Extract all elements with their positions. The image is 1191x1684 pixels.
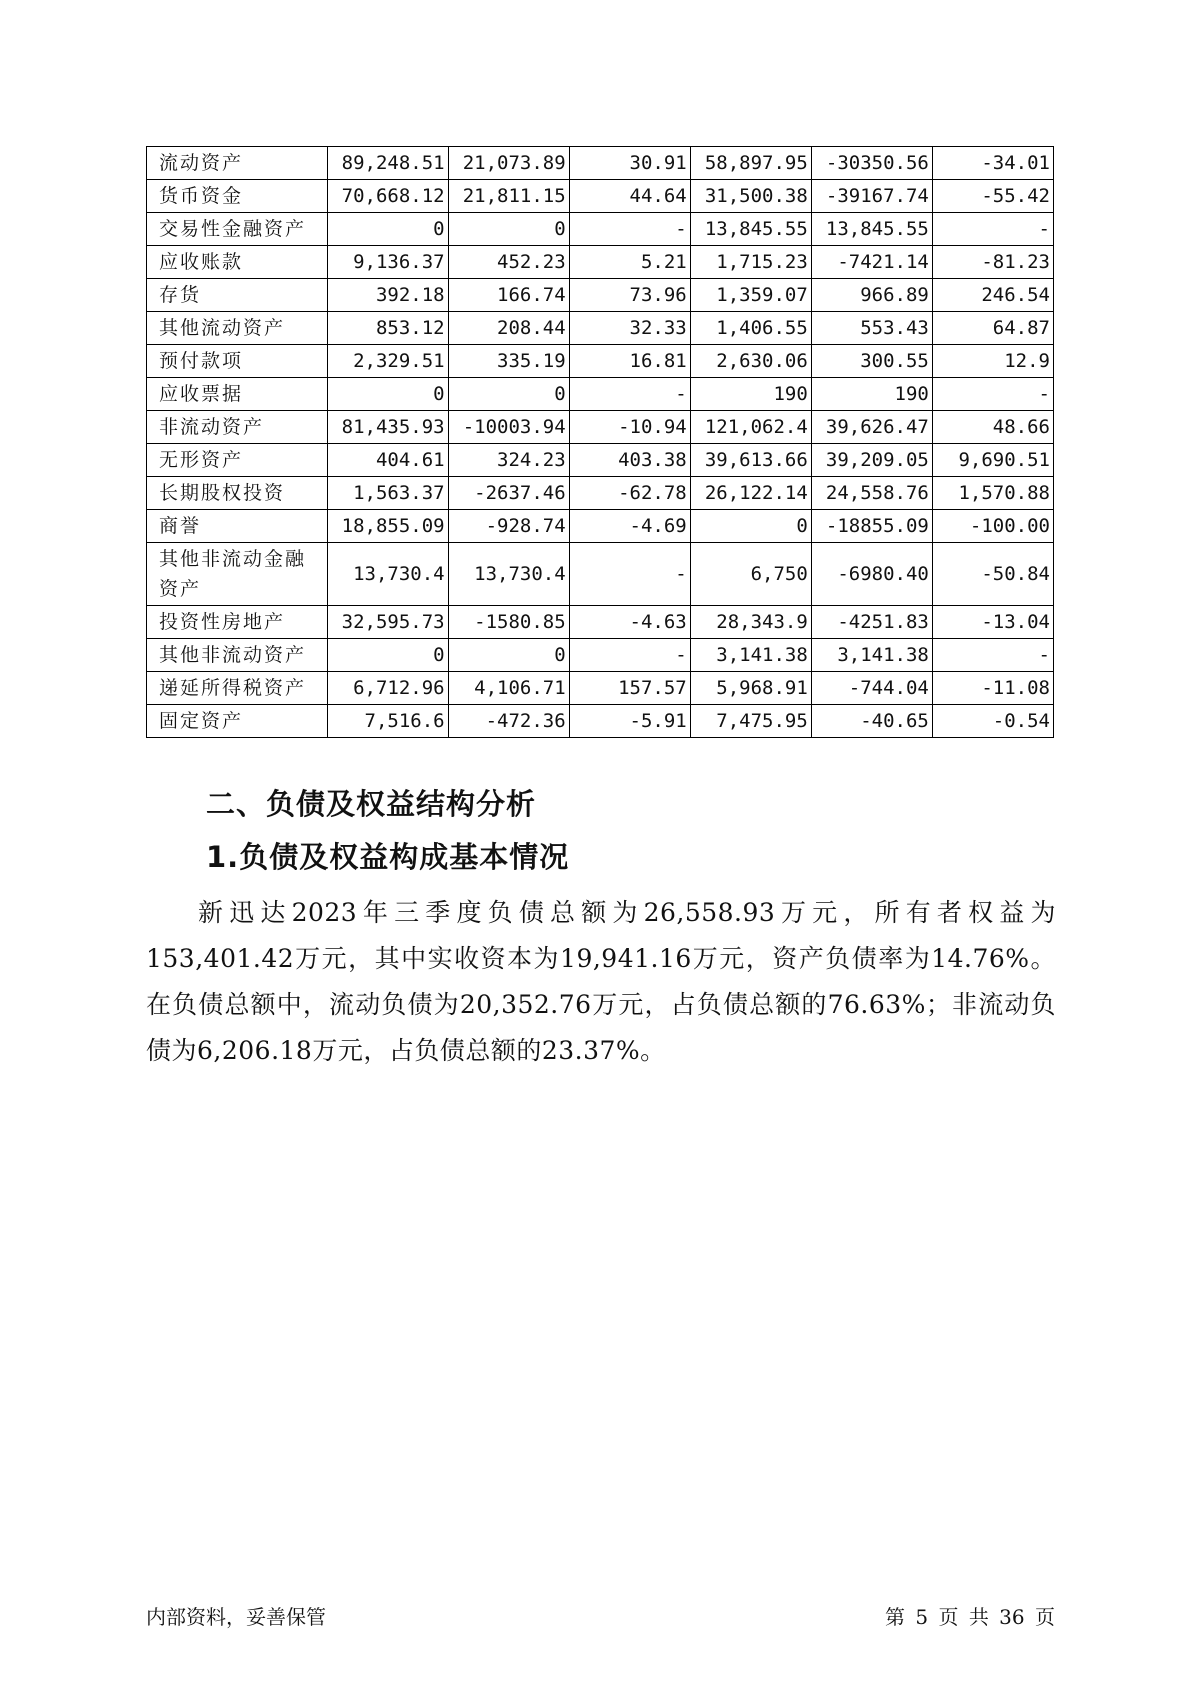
row-label-cell: 递延所得税资产 (147, 672, 328, 705)
value-cell: 0 (448, 378, 569, 411)
table-row (147, 639, 1054, 672)
value-cell: 39,613.66 (690, 444, 811, 477)
table-row (147, 147, 1054, 180)
row-label-cell: 投资性房地产 (147, 606, 328, 639)
subsection-heading: 1.负债及权益构成基本情况 (206, 840, 570, 874)
value-cell: -18855.09 (811, 510, 932, 543)
row-label-cell: 应收账款 (147, 246, 328, 279)
table-row (147, 279, 1054, 312)
value-cell: 64.87 (932, 312, 1053, 345)
value-cell: -11.08 (932, 672, 1053, 705)
value-cell: 853.12 (327, 312, 448, 345)
table-row (147, 378, 1054, 411)
value-cell: 39,209.05 (811, 444, 932, 477)
value-cell: 404.61 (327, 444, 448, 477)
value-cell: 0 (327, 378, 448, 411)
body-paragraph: 新迅达2023年三季度负债总额为26,558.93万元，所有者权益为153,401.42万元，其中实收资本为19,941.16万元，资产负债率为14.76%。在负债总额中，流动负债为20,352.76万元，占负债总额的76.63%；非流动负债为6,206.18万元，占负债总额的23.37%。 (146, 898, 1056, 1065)
table-body (147, 147, 1054, 738)
value-cell: -472.36 (448, 705, 569, 738)
value-cell: 16.81 (569, 345, 690, 378)
value-cell: - (932, 639, 1053, 672)
value-cell: -13.04 (932, 606, 1053, 639)
value-cell: 9,690.51 (932, 444, 1053, 477)
value-cell: 403.38 (569, 444, 690, 477)
value-cell: 1,715.23 (690, 246, 811, 279)
value-cell: 32.33 (569, 312, 690, 345)
value-cell: 121,062.4 (690, 411, 811, 444)
value-cell: 13,845.55 (811, 213, 932, 246)
value-cell: -40.65 (811, 705, 932, 738)
value-cell: 1,406.55 (690, 312, 811, 345)
value-cell: 70,668.12 (327, 180, 448, 213)
row-label-cell: 其他非流动金融资产 (147, 543, 328, 606)
row-label-cell: 非流动资产 (147, 411, 328, 444)
value-cell: -2637.46 (448, 477, 569, 510)
table-row (147, 510, 1054, 543)
value-cell: -5.91 (569, 705, 690, 738)
value-cell: 0 (448, 213, 569, 246)
value-cell: -1580.85 (448, 606, 569, 639)
table-row (147, 672, 1054, 705)
value-cell: 452.23 (448, 246, 569, 279)
value-cell: -4251.83 (811, 606, 932, 639)
value-cell: 335.19 (448, 345, 569, 378)
value-cell: 300.55 (811, 345, 932, 378)
value-cell: 12.9 (932, 345, 1053, 378)
value-cell: -928.74 (448, 510, 569, 543)
value-cell: - (569, 543, 690, 606)
value-cell: 6,712.96 (327, 672, 448, 705)
value-cell: 1,359.07 (690, 279, 811, 312)
value-cell: 0 (327, 639, 448, 672)
value-cell: 5.21 (569, 246, 690, 279)
row-label-cell: 商誉 (147, 510, 328, 543)
value-cell: -744.04 (811, 672, 932, 705)
footer-confidential-note: 内部资料，妥善保管 (146, 1605, 326, 1629)
table-row (147, 543, 1054, 606)
value-cell: -4.63 (569, 606, 690, 639)
row-label-cell: 应收票据 (147, 378, 328, 411)
value-cell: 553.43 (811, 312, 932, 345)
value-cell: 31,500.38 (690, 180, 811, 213)
value-cell: 48.66 (932, 411, 1053, 444)
value-cell: -0.54 (932, 705, 1053, 738)
value-cell: 13,730.4 (448, 543, 569, 606)
value-cell: 246.54 (932, 279, 1053, 312)
value-cell: 44.64 (569, 180, 690, 213)
value-cell: 39,626.47 (811, 411, 932, 444)
table-row (147, 312, 1054, 345)
table-row (147, 246, 1054, 279)
value-cell: 30.91 (569, 147, 690, 180)
value-cell: -62.78 (569, 477, 690, 510)
value-cell: 392.18 (327, 279, 448, 312)
value-cell: -55.42 (932, 180, 1053, 213)
value-cell: 190 (690, 378, 811, 411)
value-cell: 7,516.6 (327, 705, 448, 738)
value-cell: -30350.56 (811, 147, 932, 180)
row-label-cell: 其他流动资产 (147, 312, 328, 345)
value-cell: -10003.94 (448, 411, 569, 444)
value-cell: -81.23 (932, 246, 1053, 279)
value-cell: 18,855.09 (327, 510, 448, 543)
row-label-cell: 存货 (147, 279, 328, 312)
value-cell: 13,845.55 (690, 213, 811, 246)
value-cell: 21,811.15 (448, 180, 569, 213)
value-cell: -6980.40 (811, 543, 932, 606)
table-row (147, 705, 1054, 738)
row-label-cell: 长期股权投资 (147, 477, 328, 510)
value-cell: -7421.14 (811, 246, 932, 279)
row-label-cell: 交易性金融资产 (147, 213, 328, 246)
value-cell: 81,435.93 (327, 411, 448, 444)
value-cell: 208.44 (448, 312, 569, 345)
value-cell: 157.57 (569, 672, 690, 705)
value-cell: -34.01 (932, 147, 1053, 180)
value-cell: 7,475.95 (690, 705, 811, 738)
value-cell: 73.96 (569, 279, 690, 312)
row-label-cell: 预付款项 (147, 345, 328, 378)
value-cell: 9,136.37 (327, 246, 448, 279)
value-cell: 13,730.4 (327, 543, 448, 606)
table-row (147, 180, 1054, 213)
value-cell: 1,563.37 (327, 477, 448, 510)
value-cell: - (932, 213, 1053, 246)
value-cell: 3,141.38 (811, 639, 932, 672)
value-cell: 1,570.88 (932, 477, 1053, 510)
value-cell: 2,630.06 (690, 345, 811, 378)
value-cell: 0 (690, 510, 811, 543)
value-cell: 0 (448, 639, 569, 672)
financial-table (146, 146, 1054, 738)
table-row (147, 606, 1054, 639)
footer-page-number: 第 5 页 共 36 页 (885, 1605, 1055, 1629)
value-cell: 4,106.71 (448, 672, 569, 705)
value-cell: -50.84 (932, 543, 1053, 606)
table-row (147, 345, 1054, 378)
row-label-cell: 货币资金 (147, 180, 328, 213)
row-label-cell: 流动资产 (147, 147, 328, 180)
value-cell: 324.23 (448, 444, 569, 477)
value-cell: 32,595.73 (327, 606, 448, 639)
value-cell: 166.74 (448, 279, 569, 312)
value-cell: 190 (811, 378, 932, 411)
value-cell: 89,248.51 (327, 147, 448, 180)
value-cell: 58,897.95 (690, 147, 811, 180)
value-cell: 26,122.14 (690, 477, 811, 510)
value-cell: -10.94 (569, 411, 690, 444)
section-heading: 二、负债及权益结构分析 (206, 787, 537, 821)
value-cell: 0 (327, 213, 448, 246)
value-cell: -39167.74 (811, 180, 932, 213)
value-cell: 28,343.9 (690, 606, 811, 639)
value-cell: - (932, 378, 1053, 411)
value-cell: 24,558.76 (811, 477, 932, 510)
row-label-cell: 其他非流动资产 (147, 639, 328, 672)
table-row (147, 477, 1054, 510)
table-row (147, 444, 1054, 477)
value-cell: - (569, 378, 690, 411)
table-row (147, 213, 1054, 246)
value-cell: -4.69 (569, 510, 690, 543)
value-cell: 6,750 (690, 543, 811, 606)
value-cell: 21,073.89 (448, 147, 569, 180)
row-label-cell: 无形资产 (147, 444, 328, 477)
value-cell: 3,141.38 (690, 639, 811, 672)
value-cell: 5,968.91 (690, 672, 811, 705)
value-cell: - (569, 639, 690, 672)
value-cell: 966.89 (811, 279, 932, 312)
value-cell: -100.00 (932, 510, 1053, 543)
value-cell: 2,329.51 (327, 345, 448, 378)
row-label-cell: 固定资产 (147, 705, 328, 738)
table-row (147, 411, 1054, 444)
value-cell: - (569, 213, 690, 246)
